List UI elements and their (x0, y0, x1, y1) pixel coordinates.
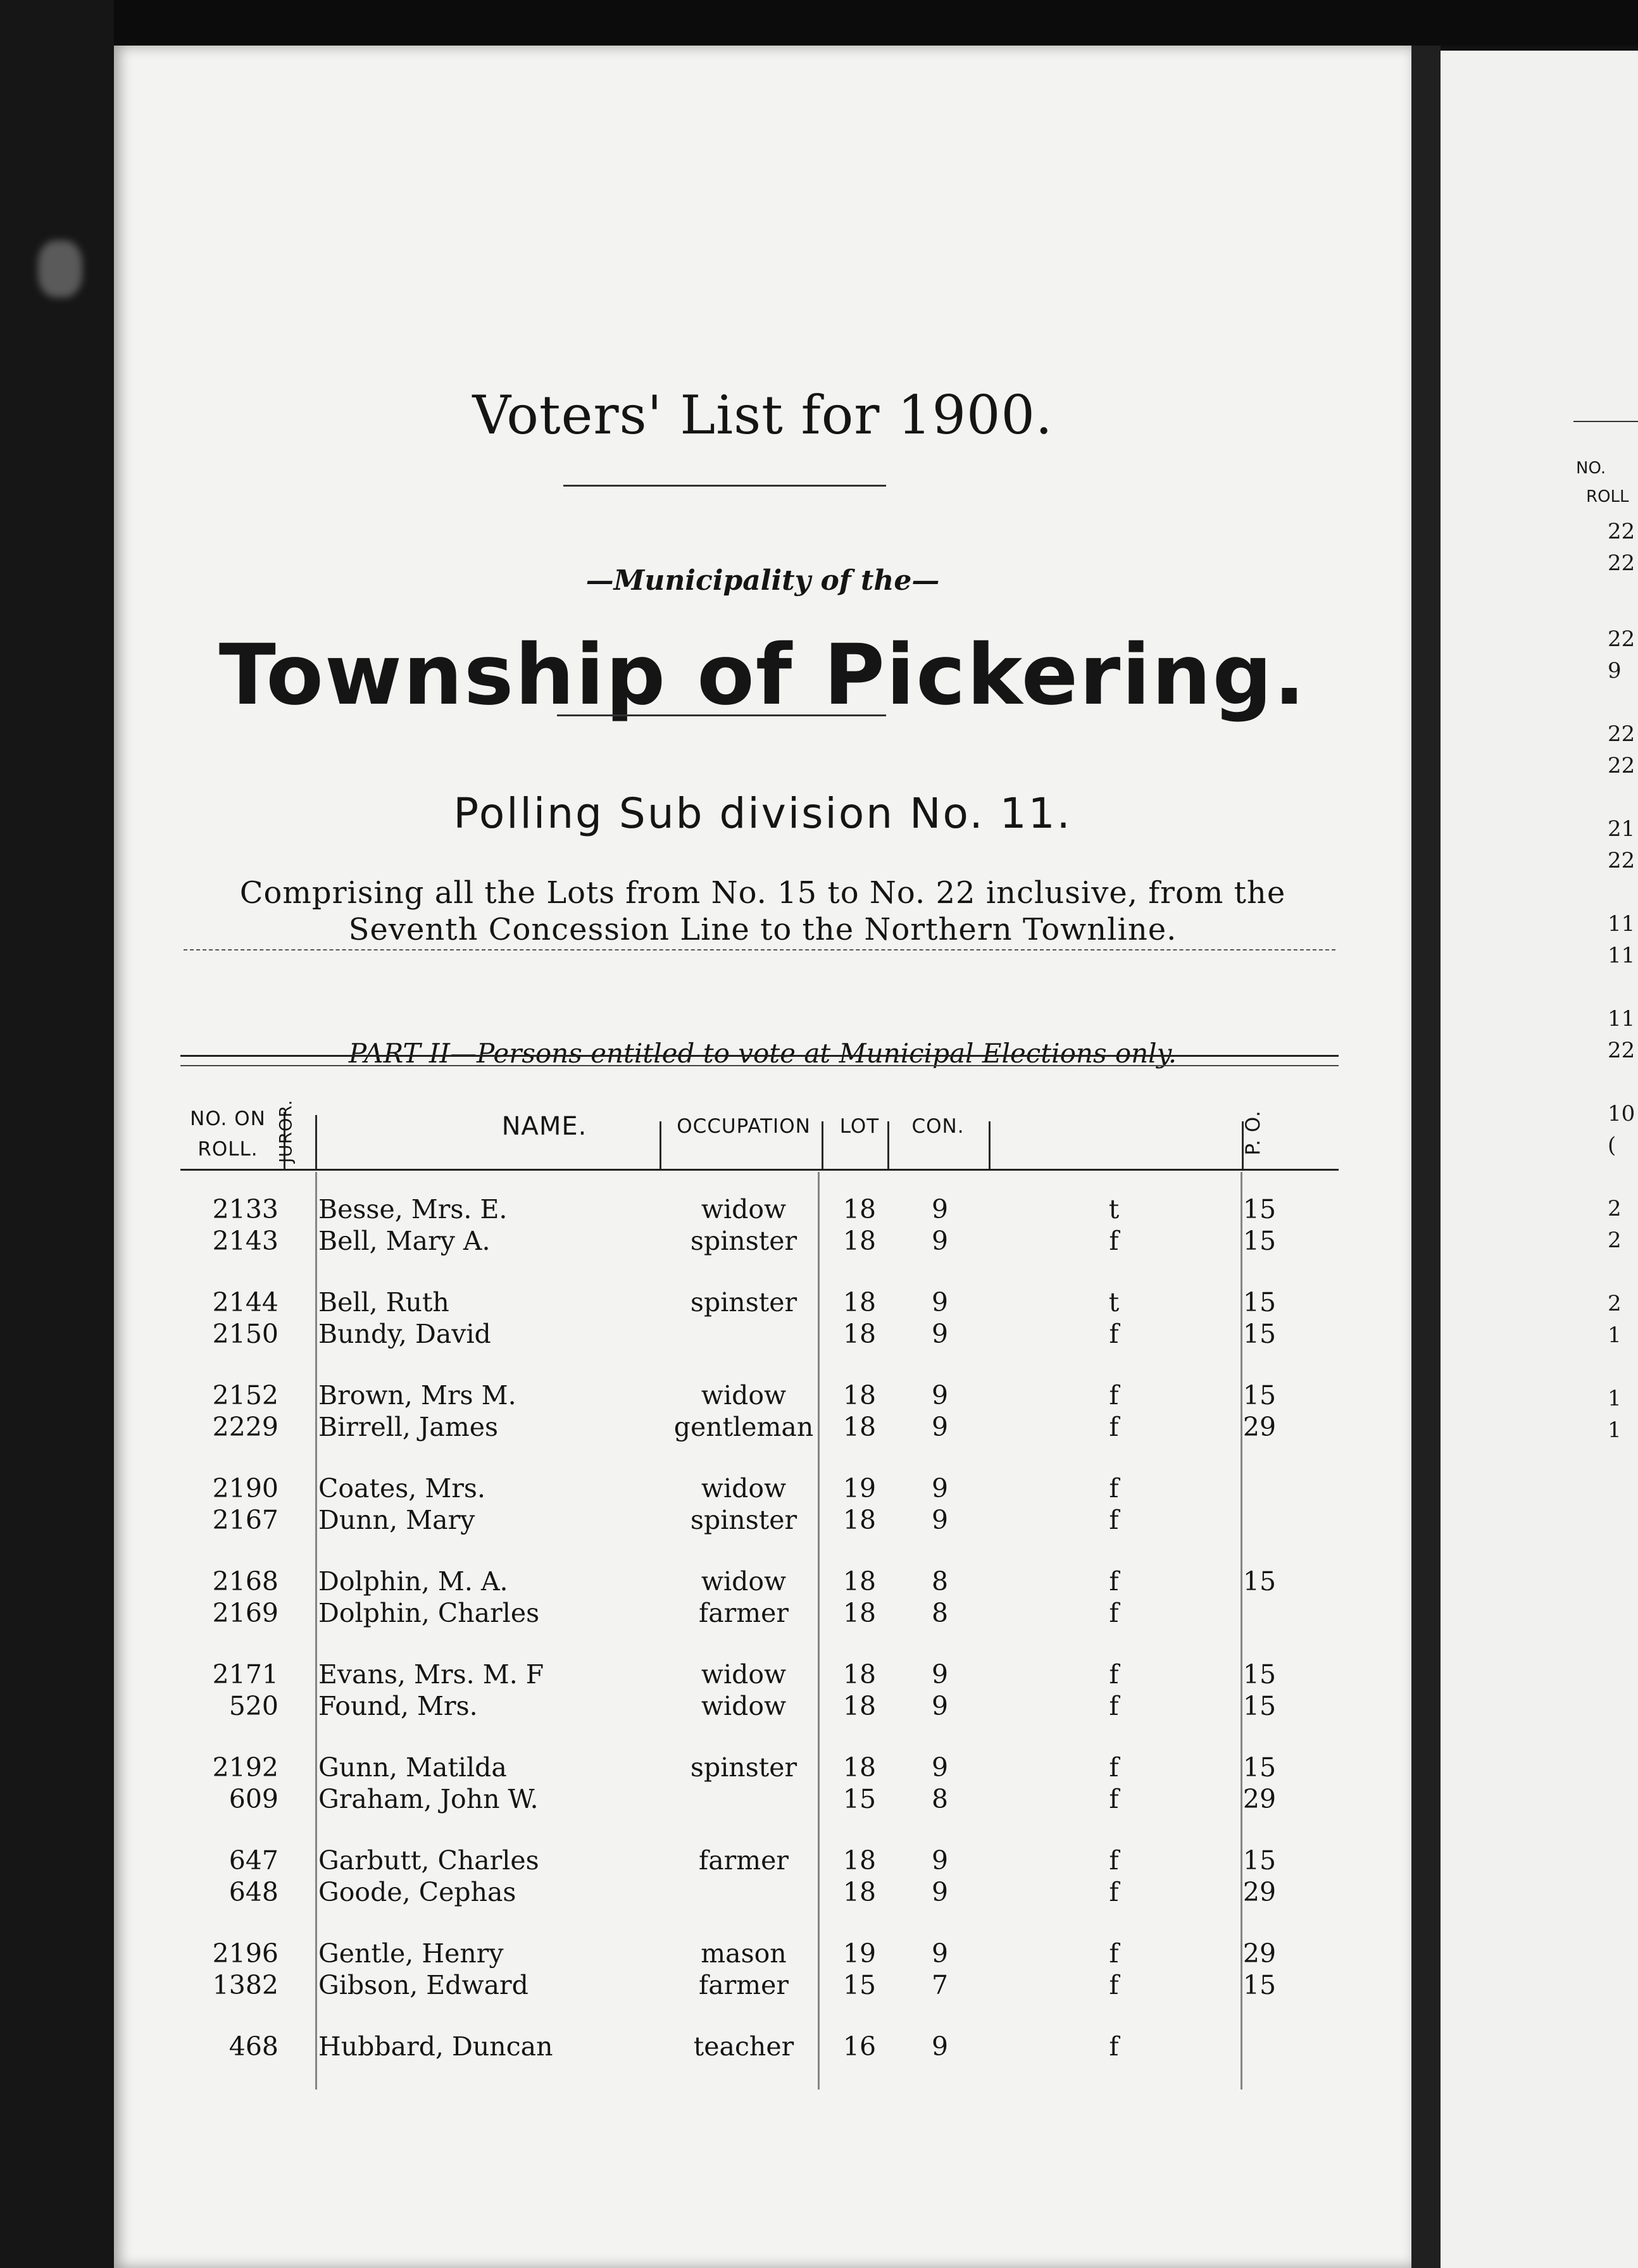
next-page-number: 22 (1608, 626, 1635, 652)
occupation: widow (701, 1691, 787, 1721)
concession: 9 (931, 1380, 949, 1411)
post-office: 15 (1242, 1659, 1277, 1690)
lot: 18 (842, 1194, 877, 1224)
post-office: 15 (1242, 1380, 1277, 1411)
next-page-number: 1 (1608, 1418, 1622, 1443)
lot: 19 (842, 1473, 877, 1504)
qualification-mark: t (1108, 1194, 1120, 1224)
concession: 9 (931, 1877, 949, 1907)
lot: 16 (842, 2031, 877, 2062)
occupation: farmer (699, 1598, 789, 1628)
concession: 9 (931, 1938, 949, 1969)
document-title: Voters' List for 1900. (472, 384, 1053, 446)
qualification-mark: f (1109, 1412, 1119, 1442)
next-page-rule (1573, 421, 1638, 422)
post-office: 15 (1242, 1566, 1277, 1597)
lot: 18 (842, 1598, 877, 1628)
voter-name: Birrell, James (318, 1412, 499, 1442)
table-top-rule (180, 1055, 1339, 1057)
description (114, 875, 1411, 948)
description-line-1: Comprising all the Lots from No. 15 to No. 22 inclusive, from the (239, 875, 1286, 911)
next-page-number: 22 (1608, 1038, 1635, 1063)
lot: 18 (842, 1752, 877, 1783)
roll-number: 2171 (212, 1659, 278, 1690)
qualification-mark: f (1109, 1752, 1119, 1783)
polling-subdivision: Polling Sub division No. 11. (453, 789, 1072, 838)
occupation: spinster (690, 1505, 797, 1535)
concession: 8 (931, 1784, 949, 1814)
roll-number: 2143 (212, 1226, 278, 1256)
post-office: 29 (1242, 1938, 1277, 1969)
voters-list-page (114, 46, 1411, 2268)
occupation: teacher (693, 2031, 794, 2062)
next-page-number: 1 (1608, 1323, 1622, 1348)
header-po: P. O. (1242, 1110, 1265, 1156)
next-page-number: ( (1608, 1133, 1616, 1158)
municipality-line: —Municipality of the— (585, 564, 940, 597)
voter-name: Dolphin, Charles (318, 1598, 540, 1628)
township-rule (557, 714, 886, 716)
occupation: widow (701, 1194, 787, 1224)
qualification-mark: f (1109, 1566, 1119, 1597)
concession: 8 (931, 1566, 949, 1597)
lot: 15 (842, 1784, 877, 1814)
next-page-number: 10 (1608, 1101, 1635, 1126)
voter-name: Bundy, David (318, 1319, 491, 1349)
roll-number: 2152 (212, 1380, 278, 1411)
lot: 18 (842, 1412, 877, 1442)
scan-border-top (0, 0, 1638, 46)
occupation: gentleman (673, 1412, 814, 1442)
lot: 15 (842, 1970, 877, 2000)
next-page-header-no: NO. (1576, 459, 1606, 478)
next-page-header-roll: ROLL (1586, 487, 1629, 506)
voter-name: Dunn, Mary (318, 1505, 475, 1535)
next-page-number: 2 (1608, 1291, 1622, 1316)
voter-name: Bell, Mary A. (318, 1226, 491, 1256)
roll-number: 1382 (212, 1970, 278, 2000)
post-office: 15 (1242, 1970, 1277, 2000)
qualification-mark: f (1109, 1938, 1119, 1969)
qualification-mark: f (1109, 1473, 1119, 1504)
roll-number: 468 (228, 2031, 278, 2062)
qualification-mark: f (1109, 1505, 1119, 1535)
post-office: 15 (1242, 1319, 1277, 1349)
roll-number: 2192 (212, 1752, 278, 1783)
lot: 18 (842, 1566, 877, 1597)
occupation: widow (701, 1659, 787, 1690)
post-office: 15 (1242, 1691, 1277, 1721)
concession: 9 (931, 1752, 949, 1783)
post-office: 15 (1242, 1845, 1277, 1876)
qualification-mark: f (1109, 2031, 1119, 2062)
concession: 9 (931, 1194, 949, 1224)
next-page-number: 22 (1608, 551, 1635, 576)
roll-number: 2190 (212, 1473, 278, 1504)
lot: 18 (842, 1877, 877, 1907)
occupation: spinster (690, 1752, 797, 1783)
voter-name: Brown, Mrs M. (318, 1380, 516, 1411)
qualification-mark: f (1109, 1784, 1119, 1814)
roll-number: 2229 (212, 1412, 278, 1442)
voter-name: Graham, John W. (318, 1784, 539, 1814)
concession: 9 (931, 1659, 949, 1690)
concession: 9 (931, 1287, 949, 1318)
qualification-mark: f (1109, 1970, 1119, 2000)
township-heading: Township of Pickering. (218, 626, 1307, 724)
scan-artifact (38, 240, 82, 297)
next-page-number: 22 (1608, 721, 1635, 747)
occupation: widow (701, 1380, 787, 1411)
page-gutter (1411, 46, 1441, 2268)
concession: 8 (931, 1598, 949, 1628)
concession: 9 (931, 1845, 949, 1876)
lot: 19 (842, 1938, 877, 1969)
concession: 9 (931, 1473, 949, 1504)
post-office: 15 (1242, 1287, 1277, 1318)
qualification-mark: f (1109, 1319, 1119, 1349)
voter-name: Dolphin, M. A. (318, 1566, 508, 1597)
post-office: 15 (1242, 1752, 1277, 1783)
next-page-number: 9 (1608, 658, 1622, 683)
qualification-mark: f (1109, 1380, 1119, 1411)
roll-number: 609 (228, 1784, 278, 1814)
column-divider (315, 1172, 317, 2090)
qualification-mark: f (1109, 1659, 1119, 1690)
lot: 18 (842, 1319, 877, 1349)
qualification-mark: f (1109, 1226, 1119, 1256)
post-office: 29 (1242, 1784, 1277, 1814)
concession: 9 (931, 1412, 949, 1442)
roll-number: 2150 (212, 1319, 278, 1349)
table-top-rule-2 (180, 1065, 1339, 1066)
lot: 18 (842, 1659, 877, 1690)
header-juror: JUROR. (276, 1099, 296, 1163)
voter-name: Besse, Mrs. E. (318, 1194, 508, 1224)
concession: 9 (931, 1226, 949, 1256)
post-office: 15 (1242, 1226, 1277, 1256)
header-no-on-roll: NO. ON ROLL. (190, 1107, 266, 1161)
section-rule (184, 949, 1335, 950)
voter-name: Coates, Mrs. (318, 1473, 485, 1504)
roll-number: 2144 (212, 1287, 278, 1318)
next-page-fragment (1441, 51, 1638, 2268)
roll-number: 2133 (212, 1194, 278, 1224)
voter-name: Gentle, Henry (318, 1938, 504, 1969)
concession: 7 (931, 1970, 949, 2000)
qualification-mark: f (1109, 1845, 1119, 1876)
next-page-number: 11 (1608, 1006, 1635, 1031)
description-line-2: Seventh Concession Line to the Northern Townline. (348, 912, 1177, 947)
roll-number: 2169 (212, 1598, 278, 1628)
occupation: spinster (690, 1226, 797, 1256)
roll-number: 520 (228, 1691, 278, 1721)
qualification-mark: f (1109, 1691, 1119, 1721)
qualification-mark: f (1109, 1598, 1119, 1628)
qualification-mark: f (1109, 1877, 1119, 1907)
header-name: NAME. (501, 1112, 587, 1141)
next-page-number: 2 (1608, 1196, 1622, 1221)
header-con: CON. (911, 1115, 965, 1138)
lot: 18 (842, 1691, 877, 1721)
lot: 18 (842, 1505, 877, 1535)
voter-name: Hubbard, Duncan (318, 2031, 553, 2062)
lot: 18 (842, 1287, 877, 1318)
next-page-number: 2 (1608, 1228, 1622, 1253)
column-divider (989, 1121, 991, 1169)
qualification-mark: t (1108, 1287, 1120, 1318)
title-rule (563, 485, 886, 487)
voter-name: Gibson, Edward (318, 1970, 528, 2000)
voter-name: Bell, Ruth (318, 1287, 449, 1318)
table-header-rule (180, 1169, 1339, 1171)
occupation: farmer (699, 1970, 789, 2000)
post-office: 29 (1242, 1877, 1277, 1907)
next-page-number: 22 (1608, 753, 1635, 778)
concession: 9 (931, 2031, 949, 2062)
occupation: widow (701, 1566, 787, 1597)
occupation: farmer (699, 1845, 789, 1876)
next-page-number: 11 (1608, 911, 1635, 937)
concession: 9 (931, 1319, 949, 1349)
occupation: mason (701, 1938, 787, 1969)
roll-number: 2196 (212, 1938, 278, 1969)
voter-name: Garbutt, Charles (318, 1845, 539, 1876)
voter-name: Found, Mrs. (318, 1691, 478, 1721)
lot: 18 (842, 1380, 877, 1411)
voter-name: Gunn, Matilda (318, 1752, 507, 1783)
roll-number: 648 (228, 1877, 278, 1907)
header-occupation: OCCUPATION (677, 1115, 811, 1138)
lot: 18 (842, 1226, 877, 1256)
occupation: spinster (690, 1287, 797, 1318)
next-page-number: 11 (1608, 943, 1635, 968)
roll-number: 2167 (212, 1505, 278, 1535)
roll-number: 2168 (212, 1566, 278, 1597)
header-lot: LOT (839, 1115, 880, 1138)
scan-border-left (0, 0, 114, 2268)
next-page-number: 1 (1608, 1386, 1622, 1411)
voter-name: Goode, Cephas (318, 1877, 516, 1907)
part-heading: PART II—Persons entitled to vote at Municipal Elections only. (348, 1038, 1177, 1069)
lot: 18 (842, 1845, 877, 1876)
next-page-number: 21 (1608, 816, 1635, 842)
post-office: 29 (1242, 1412, 1277, 1442)
occupation: widow (701, 1473, 787, 1504)
concession: 9 (931, 1505, 949, 1535)
next-page-number: 22 (1608, 519, 1635, 544)
voter-name: Evans, Mrs. M. F (318, 1659, 544, 1690)
roll-number: 647 (228, 1845, 278, 1876)
next-page-number: 22 (1608, 848, 1635, 873)
concession: 9 (931, 1691, 949, 1721)
post-office: 15 (1242, 1194, 1277, 1224)
